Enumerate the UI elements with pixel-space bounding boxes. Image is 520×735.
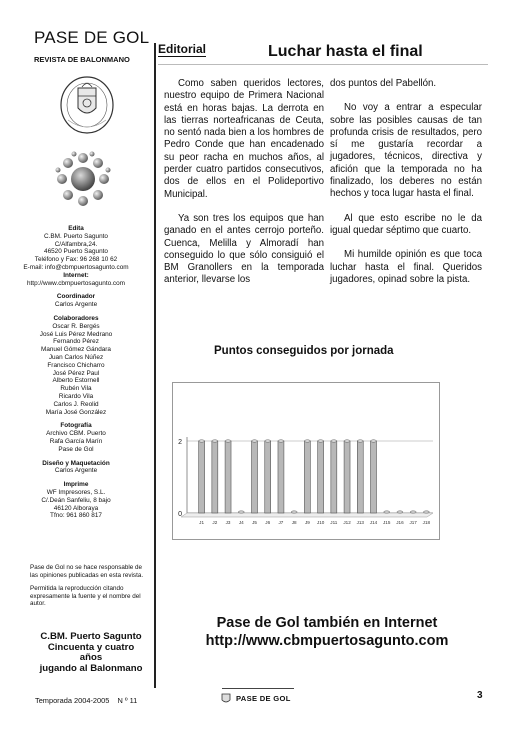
chart-bar-empty [238, 511, 244, 513]
credits-line: Pase de Gol [58, 445, 94, 453]
chart-bar-empty [384, 511, 390, 513]
credits-line: Oscar R. Bergés [52, 322, 100, 330]
credits-line: Carlos Argente [54, 301, 98, 309]
internet-promo-url[interactable]: http://www.cbmpuertosagunto.com [205, 633, 449, 649]
article-paragraph: Como saben queridos lectores, nuestro equipo de Primera Nacional está en horas bajas. La derrota en las tierras norteafricanas de Ceuta, no sentó nada bien a los hombres de Pedro Conde que han encadenado su peor racha en muchos años, al perder cuatro partidos consecutivos, dos de ellos en el Polideportivo Municipal. [164, 78, 324, 200]
chart-x-tick-label: J18 [422, 520, 431, 525]
credits-line: Carlos Argente [54, 467, 98, 475]
chart-bar-empty [397, 511, 403, 513]
credits-line: Ricardo Vila [58, 392, 94, 400]
credits-line: Alberto Estornell [52, 377, 100, 385]
disclaimer-text: Permitida la reproducción citando expresamente la fuente y el nombre del autor. [30, 585, 141, 608]
chart-bar-cap [225, 440, 231, 442]
credits-diseno [0, 460, 152, 476]
credits-line: Juan Carlos Núñez [48, 353, 104, 361]
chart-bar [199, 441, 205, 513]
credits-heading: Coordinador [56, 293, 96, 301]
column-divider [154, 43, 156, 688]
credits-line: Carlos J. Reolid [53, 400, 99, 408]
chart-x-tick-label: J4 [238, 520, 244, 525]
article-title: Luchar hasta el final [268, 43, 423, 60]
credits-line: 46520 Puerto Sagunto [44, 248, 108, 256]
credits-colaboradores [0, 315, 152, 416]
credits-line: Fernando Pérez [53, 338, 99, 346]
chart-bar-cap [344, 440, 350, 442]
chart-bar-cap [212, 440, 218, 442]
chart-bar-empty [291, 511, 297, 513]
credits-line: C.BM. Puerto Sagunto [44, 232, 108, 240]
motto-line: C.BM. Puerto Sagunto [40, 631, 142, 642]
credits-line: C/Alfambra,24. [54, 240, 98, 248]
chart-x-tick-label: J1 [199, 520, 205, 525]
chart-bar-cap [304, 440, 310, 442]
chart-x-tick-label: J14 [369, 520, 378, 525]
motto-line: jugando al Balonmano [39, 662, 143, 674]
chart-x-tick-label: J16 [396, 520, 404, 525]
article-column-left [164, 78, 324, 299]
chart-bar [278, 441, 284, 513]
magazine-subtitle: REVISTA DE BALONMANO [34, 55, 130, 64]
article-paragraph: Al que esto escribe no le da igual quedar séptimo que cuarto. [330, 212, 482, 236]
chart-x-tick-label: J3 [225, 520, 231, 525]
club-crest-icon [220, 693, 232, 705]
chart-bar-cap [199, 440, 205, 442]
credits-line: C/.Deán Sanfeliu, 8 bajo [41, 496, 111, 504]
credits-line: Teléfono y Fax: 96 268 10 62 [34, 256, 118, 264]
chart-x-tick-label: J17 [409, 520, 417, 525]
chart-bar [252, 441, 258, 513]
article-paragraph: Mi humilde opinión es que toca luchar hasta el final. Queridos jugadores, opinad sobre la pista. [330, 249, 482, 285]
credits-line: 46120 Alboraya [53, 504, 99, 512]
credits-heading: Internet: [63, 271, 89, 279]
article-paragraph: No voy a entrar a especular sobre las posibles causas de tan profunda crisis de resultados, pero sí me gustaría recordar a jugadores, técnicos, directiva y afición que la temporada no ha finalizado, los deberes no están hechos y toca lugar hasta el final. [330, 102, 482, 200]
motto-line: Cincuenta y cuatro [47, 641, 135, 653]
chart-bar-empty [423, 511, 429, 513]
chart-title: Puntos conseguidos por jornada [214, 345, 394, 357]
chart-bar-cap [331, 440, 337, 442]
chart-x-tick-label: J5 [252, 520, 257, 525]
credits-line: Archivo CBM. Puerto [46, 430, 106, 438]
chart-bar [304, 441, 310, 513]
credits-email: E-mail: info@cbmpuertosagunto.com [23, 263, 129, 271]
credits-edita [0, 225, 152, 287]
article-paragraph: dos puntos del Pabellón. [330, 78, 437, 89]
chart-bar [225, 441, 231, 513]
credits-line: José Luis Pérez Medrano [39, 330, 113, 338]
credits [0, 225, 152, 526]
chart-bar-cap [357, 440, 363, 442]
chart-bar-cap [371, 440, 377, 442]
chart-x-tick-label: J2 [212, 520, 218, 525]
chart-x-tick-label: J12 [343, 520, 351, 525]
chart-bar-cap [278, 440, 284, 442]
chart-x-tick-label: J6 [265, 520, 271, 525]
credits-line: María José González [45, 408, 107, 416]
disclaimer-text: Pase de Gol no se hace responsable de las opiniones publicadas en esta revista. [30, 564, 144, 579]
chart-x-tick-label: J11 [330, 520, 338, 525]
credits-line: WF Impresores, S.L. [46, 488, 106, 496]
credits-heading: Diseño y Maquetación [42, 459, 110, 467]
section-label: Editorial [158, 42, 207, 56]
credits-imprime [0, 481, 152, 520]
chart-y-tick-label: 2 [178, 439, 182, 446]
magazine-title: PASE DE GOL [34, 28, 150, 47]
chart-x-tick-label: J15 [383, 520, 391, 525]
footer-issue: N º 11 [117, 696, 138, 705]
footer-season: Temporada 2004-2005 [35, 696, 110, 705]
credits-website: http://www.cbmpuertosagunto.com [26, 279, 126, 287]
chart-bar [371, 441, 377, 513]
chart-bar [265, 441, 271, 513]
chart-y-tick-label: 0 [178, 511, 182, 518]
chart-bar-empty [410, 511, 416, 513]
motto-line: años [79, 652, 103, 664]
article-column-right [330, 78, 482, 298]
credits-line: Manuel Gómez Gándara [41, 346, 111, 354]
chart-bar-cap [318, 440, 324, 442]
chart-x-tick-label: J7 [278, 520, 284, 525]
credits-line: Rafa García Marín [49, 437, 103, 445]
page-number: 3 [477, 690, 483, 701]
club-logo [58, 74, 116, 136]
chart-bar [318, 441, 324, 513]
credits-line: José Pérez Paul [52, 369, 100, 377]
footer-rule [222, 688, 294, 689]
chart-bar [331, 441, 337, 513]
title-rule [158, 64, 488, 65]
credits-line: Rubén Vila [60, 385, 92, 393]
chart-floor [181, 513, 433, 517]
chart-bar [344, 441, 350, 513]
chart-x-tick-label: J9 [304, 520, 310, 525]
footer-issue-info [35, 696, 143, 705]
chart-bar-cap [252, 440, 258, 442]
credits-heading: Edita [68, 225, 84, 232]
chart-x-tick-label: J8 [291, 520, 297, 525]
handball-logo [54, 150, 112, 208]
internet-promo-title: Pase de Gol también en Internet [216, 615, 438, 631]
disclaimer [30, 564, 150, 614]
credits-line: Tfno: 961 860 817 [50, 512, 102, 520]
chart-bar [357, 441, 363, 513]
points-chart [172, 382, 440, 540]
credits-heading: Fotografía [60, 422, 92, 430]
chart-bar-cap [265, 440, 271, 442]
credits-heading: Colaboradores [53, 314, 99, 322]
chart-x-tick-label: J10 [316, 520, 325, 525]
credits-fotografia [0, 422, 152, 453]
footer-logo [220, 693, 298, 705]
article-paragraph: Ya son tres los equipos que han ganado en el antes cerrojo porteño. Cuenca, Melilla y Almoradí han conseguido lo que sólo consiguió el BM Granollers en la temporada anterior, llevarse los [164, 212, 324, 286]
chart-canvas [173, 383, 441, 541]
credits-line: Francisco Chicharro [47, 361, 105, 369]
credits-heading: Imprime [63, 481, 89, 489]
footer-logo-text: PASE DE GOL [236, 694, 291, 703]
chart-x-tick-label: J13 [356, 520, 364, 525]
credits-coordinador [0, 293, 152, 309]
chart-bar [212, 441, 218, 513]
